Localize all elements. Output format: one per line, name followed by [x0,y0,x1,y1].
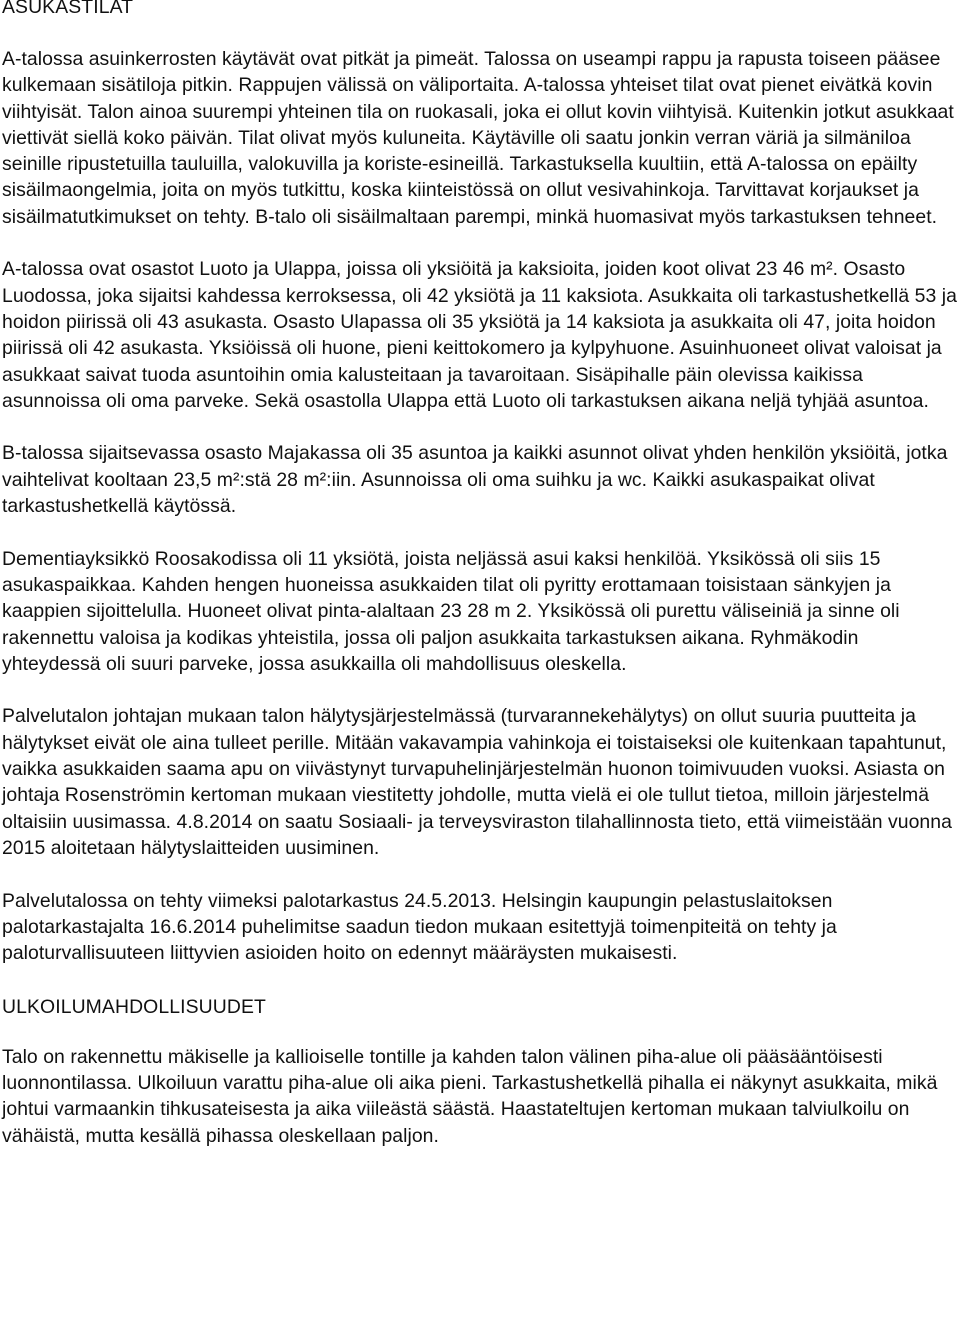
spacer [2,519,957,545]
spacer [2,966,957,992]
paragraph-a-talo-yleiskuvaus: A-talossa asuinkerrosten käytävät ovat pitkät ja pimeät. Talossa on useampi rappu ja rapusta toiseen pääsee kulkemaan sisätiloja pitkin. Rappujen välissä on väliportaita. A-talossa yhteiset tilat ovat pienet eivätkä kovin viihtyisät. Talon ainoa suurempi yhteinen tila on ruokasali, joka ei ollut kovin viihtyisä. Kuitenkin jotkut asukkaat viettivät siellä koko päivän. Tilat olivat myös kuluneita. Käytäville oli saatu jonkin verran väriä ja silmäniloa seinille ripustetuilla tauluilla, valokuvilla ja koriste-esineillä. Tarkastuksella kuultiin, että A-talossa on epäilty sisäilmaongelmia, joita on myös tutkittu, koska kiinteistössä on ollut vesivahinkoja. Tarvittavat korjaukset ja sisäilmatutkimukset on tehty. B-talo oli sisäilmaltaan parempi, minkä huomasivat myös tarkastuksen tehneet. [2,48,954,228]
section-heading-ulkoilumahdollisuudet: ULKOILUMAHDOLLISUUDET [2,995,266,1018]
document-page [2,0,957,1149]
section-heading-asukastilat: ASUKASTILAT [2,0,134,18]
paragraph-dementiayksikko: Dementiayksikkö Roosakodissa oli 11 yksiötä, joista neljässä asui kaksi henkilöä. Yksikössä oli siis 15 asukaspaikkaa. Kahden hengen huoneissa asukkaiden tilat oli pyritty erottamaan toisistaan sänkyjen ja kaappien sijoittelulla. Huoneet olivat pinta-alaltaan 23 28 m 2. Yksikössä oli purettu väliseiniä ja sinne oli rakennettu valoisa ja kodikas yhteistila, jossa oli paljon asukkaita tarkastuksen aikana. Ryhmäkodin yhteydessä oli suuri parveke, jossa asukkailla oli mahdollisuus oleskella. [2,547,900,675]
paragraph-b-talo-majakka: B-talossa sijaitsevassa osasto Majakassa oli 35 asuntoa ja kaikki asunnot olivat yhden henkilön yksiöitä, jotka vaihtelivat kooltaan 23,5 m²:stä 28 m²:iin. Asunnoissa oli oma suihku ja wc. Kaikki asukaspaikat olivat tarkastushetkellä käytössä. [2,442,948,518]
paragraph-a-talo-osastot: A-talossa ovat osastot Luoto ja Ulappa, joissa oli yksiöitä ja kaksioita, joiden koot olivat 23 46 m². Osasto Luodossa, joka sijaitsi kahdessa kerroksessa, oli 42 yksiötä ja 11 kaksiota. Asukkaita oli tarkastushetkellä 53 ja hoidon piirissä oli 43 asukasta. Osasto Ulapassa oli 35 yksiötä ja 14 kaksiota ja asukkaita oli 47, joita hoidon piirissä oli 42 asukasta. Yksiöissä oli huone, pieni keittokomero ja kylpyhuone. Asuinhuoneet olivat valoisat ja asukkaat saivat tuoda asuntoihin omia kalusteitaan ja tavaroitaan. Sisäpihalle päin olevissa kaikissa asunnoissa oli oma parveke. Sekä osastolla Ulappa että Luoto oli tarkastuksen aikana neljä tyhjää asuntoa. [2,258,957,412]
paragraph-palotarkastus: Palvelutalossa on tehty viimeksi palotarkastus 24.5.2013. Helsingin kaupungin pelastuslaitoksen palotarkastajalta 16.6.2014 puhelimitse saadun tiedon mukaan esitettyjä toimenpiteitä on tehty ja paloturvallisuuteen liittyvien asioiden hoito on edennyt määräysten mukaisesti. [2,889,837,965]
spacer [2,861,957,887]
spacer [2,414,957,440]
spacer [2,677,957,703]
paragraph-halytysjarjestelma: Palvelutalon johtajan mukaan talon hälytysjärjestelmässä (turvarannekehälytys) on ollut suuria puutteita ja hälytykset eivät ole aina tulleet perille. Mitään vakavampia vahinkoja ei toistaiseksi ole kuitenkaan tapahtunut, vaikka asukkaiden saama apu on viivästynyt turvapuhelinjärjestelmän huonon toimivuuden vuoksi. Asiasta on johtaja Rosenströmin kertoman mukaan viestitetty johdolle, mutta vielä ei ole tullut tietoa, milloin järjestelmä oltaisiin uusimassa. 4.8.2014 on saatu Sosiaali- ja terveysviraston tilahallinnosta tieto, että viimeistään vuonna 2015 aloitetaan hälytyslaitteiden uusiminen. [2,705,952,859]
spacer [2,21,957,46]
spacer [2,230,957,256]
spacer [2,1021,957,1044]
paragraph-ulkoilu: Talo on rakennettu mäkiselle ja kallioiselle tontille ja kahden talon välinen piha-alue oli pääsääntöisesti luonnontilassa. Ulkoiluun varattu piha-alue oli aika pieni. Tarkastushetkellä pihalla ei näkynyt asukkaita, mikä johtui varmaankin tihkusateisesta ja aika viileästä säästä. Haastateltujen kertoman mukaan talviulkoilu on vähäistä, mutta kesällä pihassa oleskellaan paljon. [2,1045,938,1147]
